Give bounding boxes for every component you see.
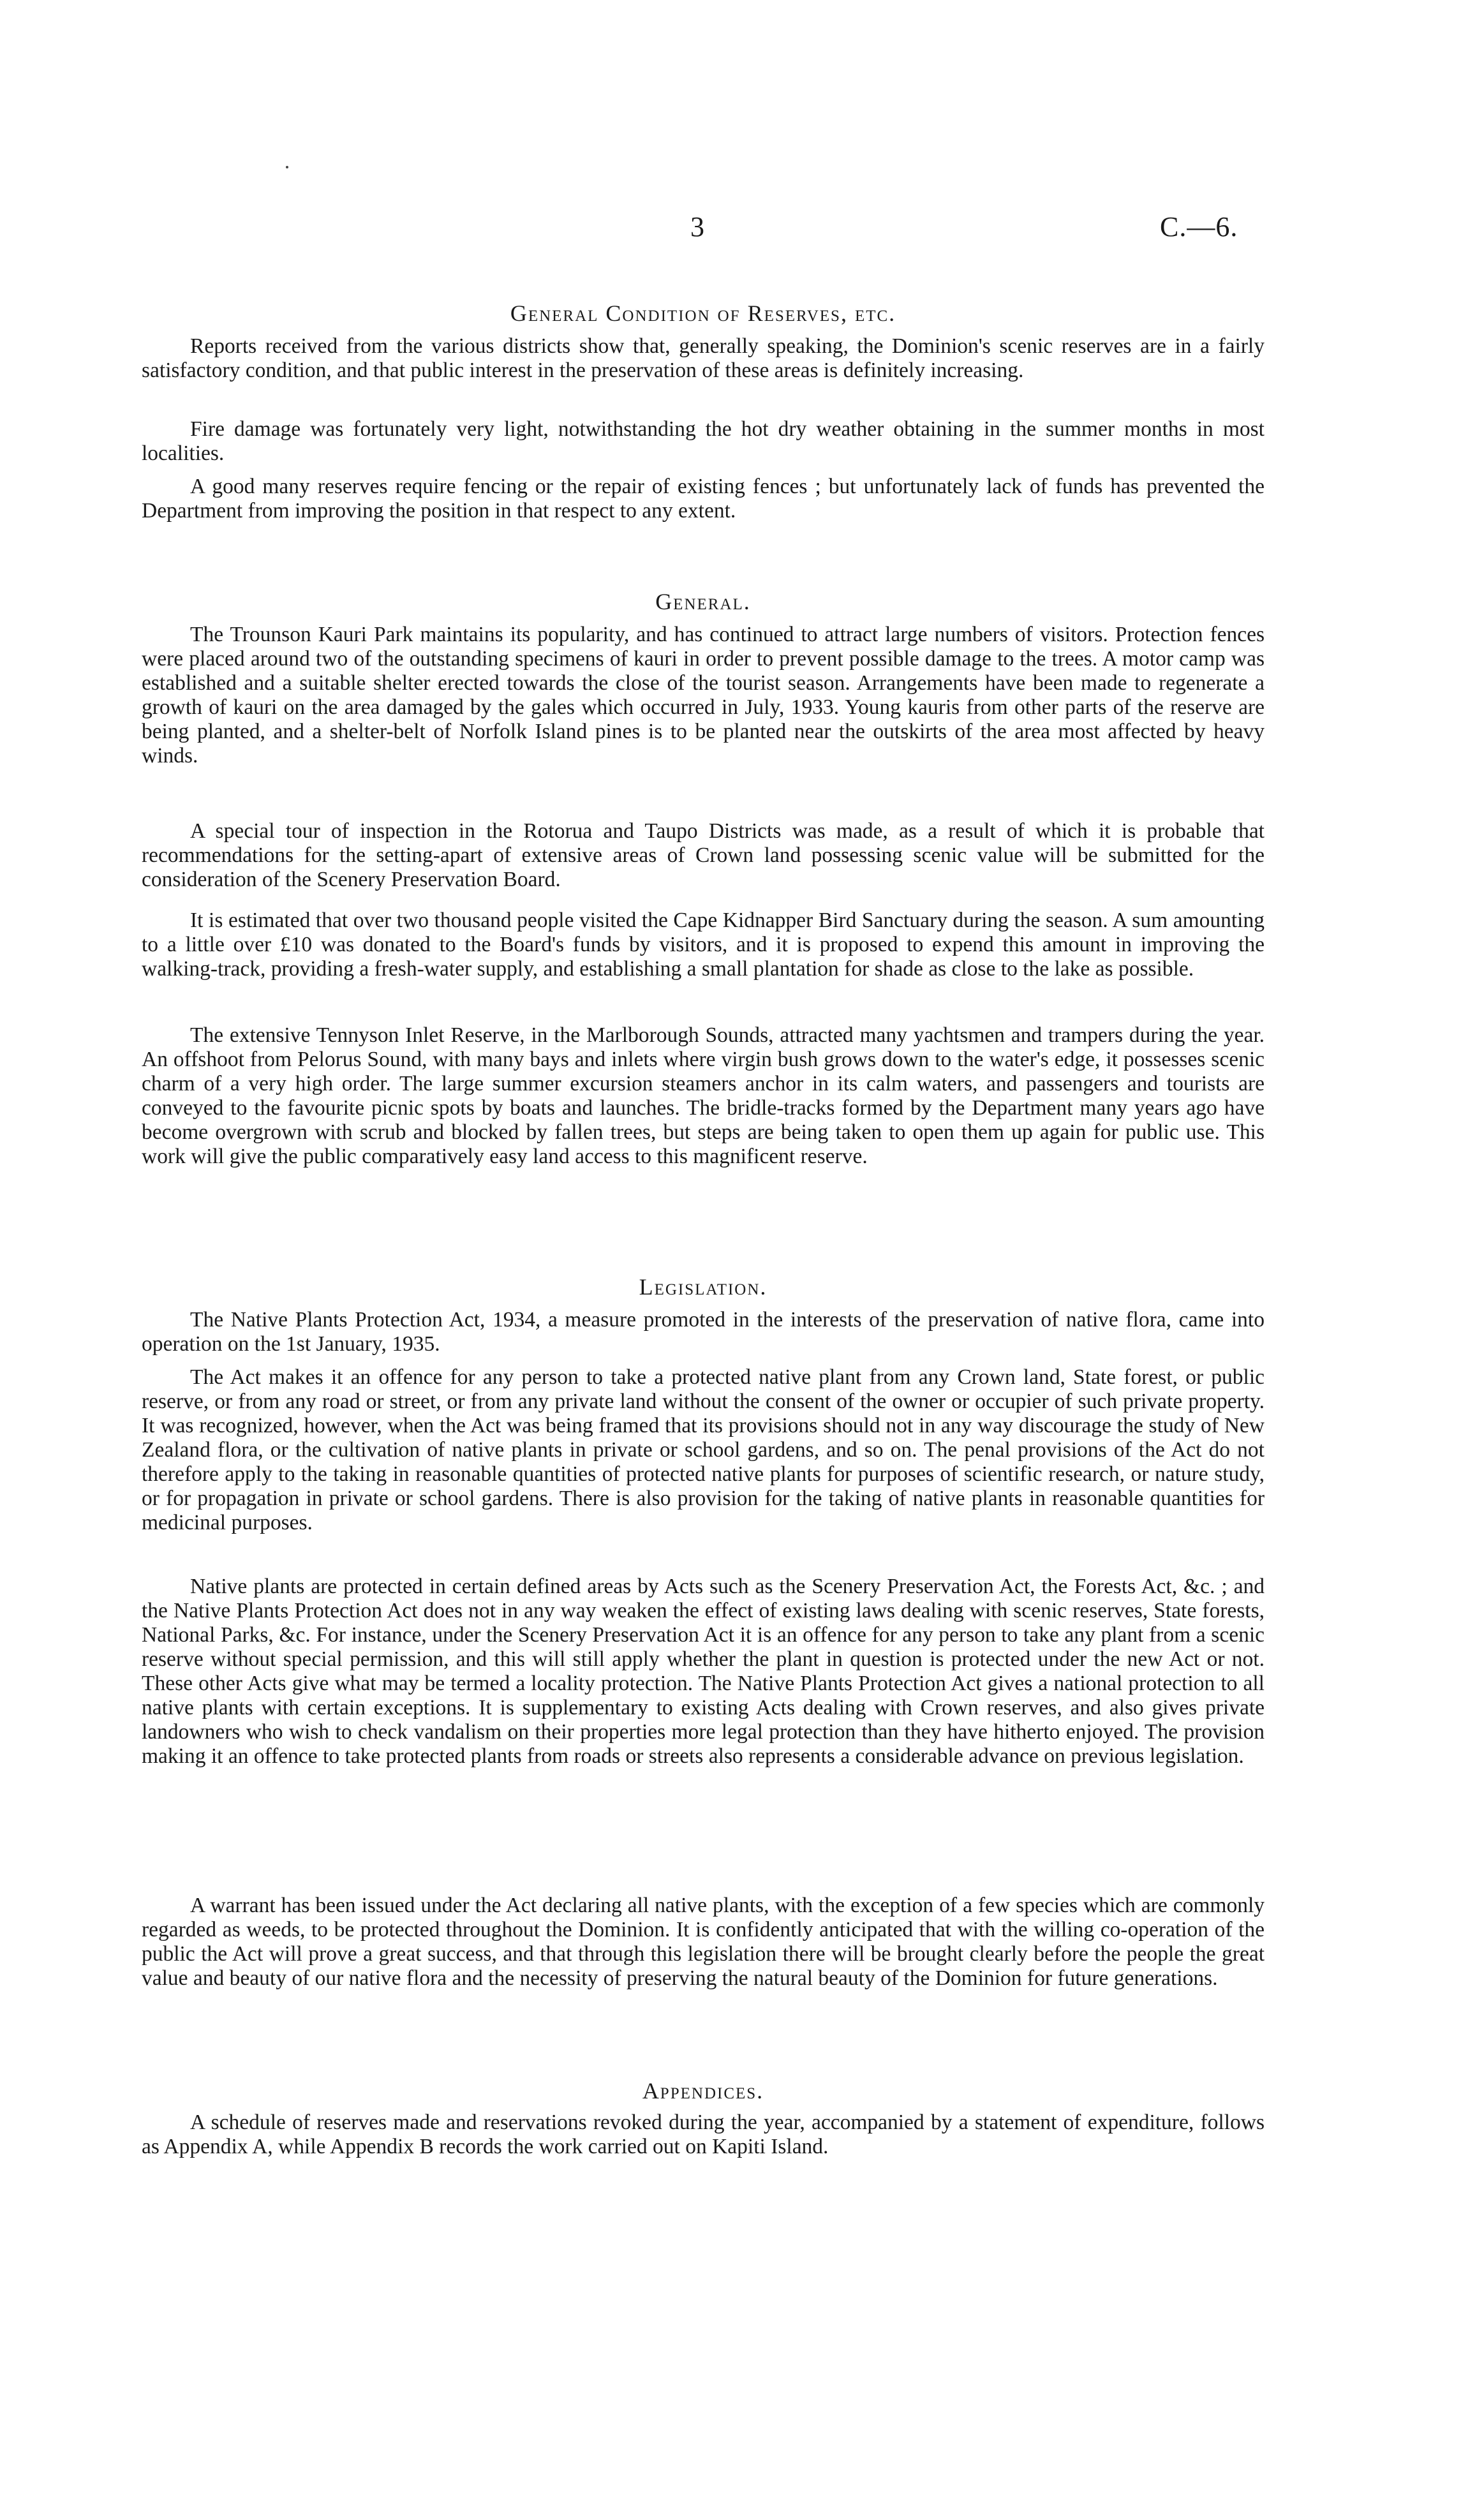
paragraph: A special tour of inspection in the Rotorua and Taupo Districts was made, as a result of which it is probable that recommendations for the setting-apart of extensive areas of Crown land possessing scenic value will be submitted for the consideration of the Scenery Preservation Board. xyxy=(142,819,1265,891)
paragraph: The Trounson Kauri Park maintains its popularity, and has continued to attract large numbers of visitors. Protection fences were placed around two of the outstanding specimens of kauri in order to prevent possible damage to the trees. A motor camp was established and a suitable shelter erected towards the close of the tourist season. Arrangements have been made to regenerate a growth of kauri on the area damaged by the gales which occurred in July, 1933. Young kauris from other parts of the reserve are being planted, and a shelter-belt of Norfolk Island pines is to be planted near the outskirts of the area most affected by heavy winds. xyxy=(142,623,1265,768)
page-number: 3 xyxy=(690,211,704,242)
paragraph: It is estimated that over two thousand people visited the Cape Kidnapper Bird Sanctuary during the season. A sum amounting to a little over £10 was donated to the Board's funds by visitors, and it is proposed to expend this amount in improving the walking-track, providing a fresh-water supply, and establishing a small plantation for shade as close to the lake as possible. xyxy=(142,909,1265,981)
paragraph: Native plants are protected in certain defined areas by Acts such as the Scenery Preservation Act, the Forests Act, &c. ; and the Native Plants Protection Act does not in any way weaken the effect of existing laws dealing with scenic reserves, State forests, National Parks, &c. For instance, under the Scenery Preservation Act it is an offence for any person to take any plant from a scenic reserve without special permission, and this will still apply whether the plant in question is protected under the new Act or not. These other Acts give what may be termed a locality protection. The Native Plants Protection Act gives a national protection to all native plants with certain exceptions. It is supplementary to existing Acts dealing with Crown reserves, and also gives private landowners who wish to check vandalism on their properties more legal protection than they have hitherto enjoyed. The provision making it an offence to take protected plants from roads or streets also represents a considerable advance on previous legislation. xyxy=(142,1575,1265,1768)
section-heading-appendices: Appendices. xyxy=(642,2078,764,2104)
paragraph: The Act makes it an offence for any person to take a protected native plant from any Crown land, State forest, or public reserve, or from any road or street, or from any private land without the consent of the owner or occupier of such private property. It was recognized, however, when the Act was being framed that its provisions should not in any way discourage the study of New Zealand flora, or the cultivation of native plants in private or school gardens, and so on. The penal provisions of the Act do not therefore apply to the taking in reasonable quantities of protected native plants for purposes of scientific research, or nature study, or for propagation in private or school gardens. There is also provision for the taking of native plants in reasonable quantities for medicinal purposes. xyxy=(142,1365,1265,1534)
section-heading-general: General. xyxy=(655,589,751,614)
paragraph: A warrant has been issued under the Act declaring all native plants, with the exception of a few species which are commonly regarded as weeds, to be protected throughout the Dominion. It is confidently anticipated that with the willing co-operation of the public the Act will prove a great success, and that through this legislation there will be brought clearly before the people the great value and beauty of our native flora and the necessity of preserving the natural beauty of the Dominion for future generations. xyxy=(142,1894,1265,1990)
section-heading-legislation: Legislation. xyxy=(639,1274,768,1300)
section-heading-general-condition: General Condition of Reserves, etc. xyxy=(510,301,896,326)
paragraph: The extensive Tennyson Inlet Reserve, in the Marlborough Sounds, attracted many yachtsmen and trampers during the year. An offshoot from Pelorus Sound, with many bays and inlets where virgin bush grows down to the water's edge, it possesses scenic charm of a very high order. The large summer excursion steamers anchor in its calm waters, and passengers and tourists are conveyed to the favourite picnic spots by boats and launches. The bridle-tracks formed by the Department many years ago have become overgrown with scrub and blocked by fallen trees, but steps are being taken to open them up again for public use. This work will give the public comparatively easy land access to this magnificent reserve. xyxy=(142,1023,1265,1168)
paragraph: The Native Plants Protection Act, 1934, a measure promoted in the interests of the preservation of native flora, came into operation on the 1st January, 1935. xyxy=(142,1308,1265,1356)
paragraph: A schedule of reserves made and reservations revoked during the year, accompanied by a statement of expenditure, follows as Appendix A, while Appendix B records the work carried out on Kapiti Island. xyxy=(142,2111,1265,2158)
scan-speck xyxy=(286,166,288,168)
document-reference: C.—6. xyxy=(1160,211,1238,242)
paragraph: A good many reserves require fencing or the repair of existing fences ; but unfortunately lack of funds has prevented the Department from improving the position in that respect to any extent. xyxy=(142,475,1265,523)
paragraph: Reports received from the various districts show that, generally speaking, the Dominion's scenic reserves are in a fairly satisfactory condition, and that public interest in the preservation of these areas is definitely increasing. xyxy=(142,334,1265,382)
paragraph: Fire damage was fortunately very light, notwithstanding the hot dry weather obtaining in the summer months in most localities. xyxy=(142,417,1265,465)
